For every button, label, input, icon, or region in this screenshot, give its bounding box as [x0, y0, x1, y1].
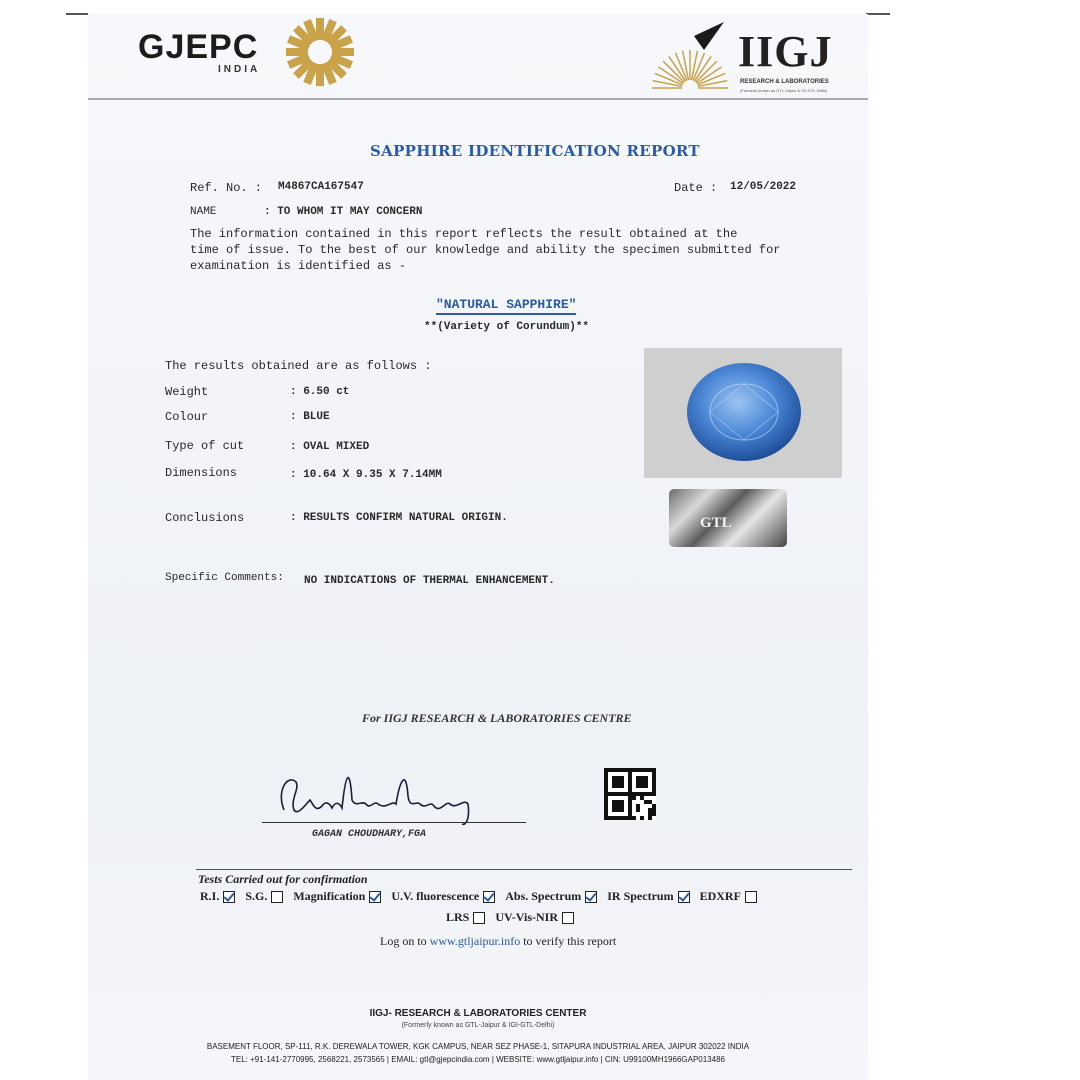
header-divider [88, 98, 868, 100]
test-ir-spectrum: IR Spectrum [607, 889, 689, 904]
test-edxrf: EDXRF [700, 889, 757, 904]
test-uv-vis-nir: UV-Vis-NIR [495, 910, 574, 925]
test-sg: S.G. [245, 889, 283, 904]
weight-value: : 6.50 ct [290, 386, 350, 398]
name-label: NAME [190, 206, 217, 218]
date-label: Date : [674, 181, 718, 195]
test-magnification: Magnification [293, 889, 381, 904]
iigj-formerly: (Formerly known as GTL-Jaipur & IGI-GTL-Delhi) [740, 88, 828, 93]
weight-label: Weight [165, 385, 209, 399]
identification-result: "NATURAL SAPPHIRE" [436, 297, 576, 315]
checkbox-abs-spectrum [585, 891, 597, 903]
signature-line [262, 822, 526, 823]
name-value: : TO WHOM IT MAY CONCERN [264, 206, 423, 218]
colour-label: Colour [165, 410, 209, 424]
tests-row-1 [200, 889, 767, 904]
ref-number: M4867CA167547 [278, 181, 364, 193]
dimensions-value: : 10.64 X 9.35 X 7.14MM [290, 469, 442, 481]
results-heading: The results obtained are as follows : [165, 359, 432, 373]
tests-title: Tests Carried out for confirmation [198, 872, 368, 886]
report-title: SAPPHIRE IDENTIFICATION REPORT [370, 142, 700, 160]
iigj-wordmark: IIGJ [738, 27, 833, 76]
checkbox-edxrf [745, 891, 757, 903]
comments-label: Specific Comments: [165, 572, 284, 584]
footer-contact: TEL: +91-141-2770995, 2568221, 2573565 | EMAIL: gtl@gjepcindia.com | WEBSITE: www.gtljaipur.info | CIN: U99100MH1966GAP013486 [231, 1055, 725, 1064]
gjepc-country: INDIA [218, 64, 261, 75]
checkbox-ir-spectrum [678, 891, 690, 903]
qr-code [604, 768, 656, 820]
variety-note: **(Variety of Corundum)** [424, 321, 590, 333]
scan-edge-left [66, 13, 88, 15]
sapphire-image [644, 348, 842, 478]
verify-link[interactable]: www.gtljaipur.info [429, 934, 521, 948]
date-value: 12/05/2022 [730, 181, 797, 193]
colour-value: : BLUE [290, 411, 330, 423]
tests-row-2 [446, 910, 584, 925]
test-lrs: LRS [446, 910, 485, 925]
checkbox-magnification [369, 891, 381, 903]
footer-address: BASEMENT FLOOR, SP-111, R.K. DEREWALA TOWER, KGK CAMPUS, NEAR SEZ PHASE-1, SITAPURA INDUSTRIAL AREA, JAIPUR 302022 INDIA [206, 1042, 750, 1051]
gjepc-wordmark: GJEPC [138, 28, 259, 66]
cut-value: : OVAL MIXED [290, 441, 370, 453]
intro-line-3: examination is identified as - [190, 259, 407, 273]
checkbox-sg [271, 891, 283, 903]
checkbox-uv-vis-nir [562, 912, 574, 924]
gem-photo [644, 348, 842, 478]
checkbox-uv-fluorescence [483, 891, 495, 903]
iigj-subtitle: RESEARCH & LABORATORIES [740, 79, 829, 85]
checkbox-lrs [473, 912, 485, 924]
hologram-text: GTL [700, 515, 732, 531]
conclusions-value: : RESULTS CONFIRM NATURAL ORIGIN. [290, 512, 508, 524]
checkbox-ri [223, 891, 235, 903]
footer-center-name: IIGJ- RESEARCH & LABORATORIES CENTER [369, 1008, 587, 1019]
footer-formerly: (Formerly known as GTL-Jaipur & IGI-GTL-Delhi) [401, 1022, 555, 1029]
cut-label: Type of cut [165, 439, 245, 453]
verify-line: Log on to www.gtljaipur.info to verify this report [380, 934, 617, 948]
test-ri: R.I. [200, 889, 235, 904]
dimensions-label: Dimensions [165, 466, 238, 480]
scan-edge-right [866, 13, 890, 15]
iigj-starburst-logo [650, 16, 730, 96]
comments-value: NO INDICATIONS OF THERMAL ENHANCEMENT. [304, 575, 555, 587]
conclusions-label: Conclusions [165, 511, 245, 525]
intro-line-1: The information contained in this report reflects the result obtained at the [190, 227, 738, 241]
ref-label: Ref. No. : [190, 181, 263, 195]
test-uv-fluorescence: U.V. fluorescence [391, 889, 495, 904]
signer-name: GAGAN CHOUDHARY,FGA [312, 829, 427, 840]
issuer-line: For IIGJ RESEARCH & LABORATORIES CENTRE [362, 711, 632, 725]
handwritten-signature [270, 760, 490, 830]
tests-divider [196, 869, 852, 870]
test-abs-spectrum: Abs. Spectrum [505, 889, 597, 904]
gjepc-sunburst-logo [282, 14, 358, 90]
intro-line-2: time of issue. To the best of our knowledge and ability the specimen submitted for [190, 243, 781, 257]
